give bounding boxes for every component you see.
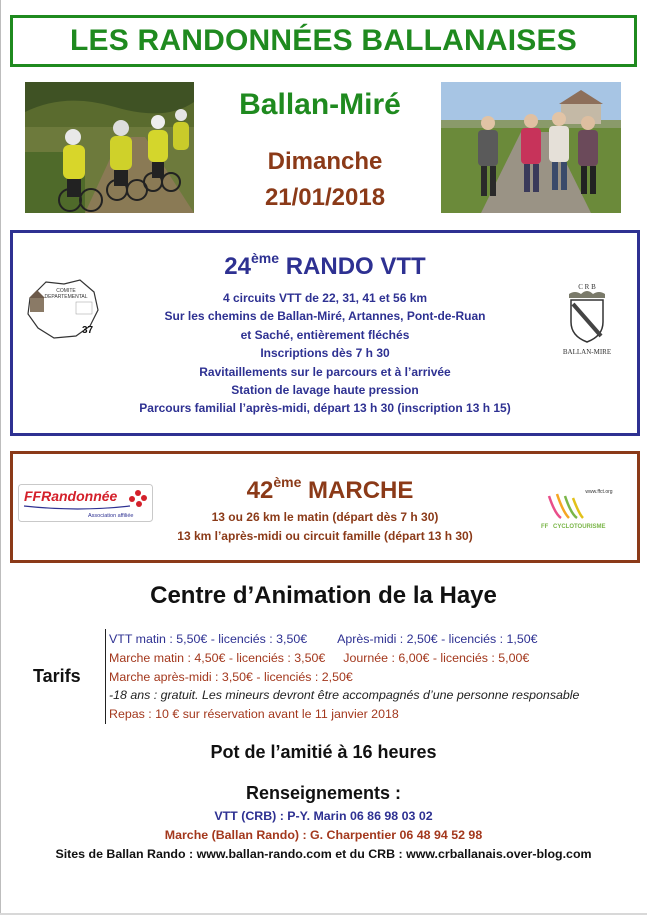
crb-logo-letters: C R B xyxy=(578,283,596,291)
tarif-row-vtt xyxy=(109,630,644,649)
comite-logo-number: 37 xyxy=(82,325,94,336)
vtt-detail-line: Sur les chemins de Ballan-Miré, Artannes, Pont-de-Ruan xyxy=(164,309,486,324)
marche-heading-text: MARCHE xyxy=(308,477,414,504)
websites-line: Sites de Ballan Rando : www.ballan-rando.com et du CRB : www.crballanais.over-blog.com xyxy=(55,847,592,861)
comite-logo-line1: COMITE xyxy=(56,288,76,294)
event-date: 21/01/2018 xyxy=(264,184,386,211)
contact-marche: Marche (Ballan Rando) : G. Charpentier 06 48 94 52 98 xyxy=(164,828,483,842)
tarif-marche-apres-midi: Marche après-midi : 3,50€ - licenciés : 2,50€ xyxy=(109,669,353,684)
vtt-edition-number: 24 xyxy=(224,253,251,280)
ffr-logo-tagline: Association affiliée xyxy=(88,513,134,519)
ffr-logo-name: FFRandonnée xyxy=(24,488,118,504)
vtt-edition-suffix: ème xyxy=(251,250,280,266)
ffct-logo-name: CYCLOTOURISME xyxy=(553,524,606,530)
crb-ballan-mire-logo xyxy=(555,280,620,356)
marche-detail-line: 13 km l’après-midi ou circuit famille (départ 13 h 30) xyxy=(177,528,473,543)
tarif-vtt-apres-midi: Après-midi : 2,50€ - licenciés : 1,50€ xyxy=(337,632,538,646)
page-edge-left xyxy=(0,0,1,915)
comite-departemental-logo xyxy=(24,278,102,340)
vtt-heading-text: RANDO VTT xyxy=(285,253,426,280)
ffct-logo-url: www.ffct.org xyxy=(585,489,613,495)
event-day: Dimanche xyxy=(267,148,383,175)
page-title: LES RANDONNÉES BALLANAISES xyxy=(70,24,577,57)
marche-edition-suffix: ème xyxy=(273,474,302,490)
vtt-detail-line: et Saché, entièrement fléchés xyxy=(240,327,410,342)
vtt-details xyxy=(100,289,550,418)
town-name: Ballan-Miré xyxy=(239,88,401,121)
ffrandonnee-logo xyxy=(18,484,153,522)
pot-amitie: Pot de l’amitié à 16 heures xyxy=(210,742,437,762)
ffct-logo-ff: FF xyxy=(541,524,549,530)
walkers-photo xyxy=(441,82,621,213)
crb-logo-caption: BALLAN-MIRE xyxy=(562,348,612,356)
renseignements-heading: Renseignements : xyxy=(245,783,402,803)
cyclists-photo xyxy=(25,82,194,213)
title-banner xyxy=(10,15,637,67)
tarifs-divider xyxy=(105,629,106,724)
tarifs-label: Tarifs xyxy=(33,666,81,686)
ffct-cyclotourisme-logo xyxy=(537,484,617,532)
vtt-detail-line: Station de lavage haute pression xyxy=(231,383,419,398)
vtt-detail-line: Inscriptions dès 7 h 30 xyxy=(260,346,390,361)
contact-vtt: VTT (CRB) : P-Y. Marin 06 86 98 03 02 xyxy=(214,809,433,823)
vtt-heading xyxy=(90,250,560,281)
comite-logo-line2: DEPARTEMENTAL xyxy=(44,294,88,300)
vtt-detail-line: Parcours familial l’après-midi, départ 13 h 30 (inscription 13 h 15) xyxy=(139,401,511,416)
vtt-detail-line: 4 circuits VTT de 22, 31, 41 et 56 km xyxy=(222,291,428,305)
marche-detail-line: 13 ou 26 km le matin (départ dès 7 h 30) xyxy=(211,510,439,524)
tarif-repas: Repas : 10 € sur réservation avant le 11 janvier 2018 xyxy=(109,707,399,722)
tarif-vtt-matin: VTT matin : 5,50€ - licenciés : 3,50€ xyxy=(109,632,308,646)
tarif-row-marche xyxy=(109,649,644,668)
marche-heading xyxy=(160,474,500,505)
tarif-marche-matin: Marche matin : 4,50€ - licenciés : 3,50€ xyxy=(109,650,326,665)
marche-edition-number: 42 xyxy=(246,477,274,504)
venue-heading: Centre d’Animation de la Haye xyxy=(150,582,497,609)
marche-details xyxy=(140,508,510,545)
tarifs-list xyxy=(109,630,644,724)
vtt-detail-line: Ravitaillements sur le parcours et à l’arrivée xyxy=(199,364,451,379)
tarif-journee: Journée : 6,00€ - licenciés : 5,00€ xyxy=(343,650,530,665)
tarif-mineurs: -18 ans : gratuit. Les mineurs devront être accompagnés d’une personne responsable xyxy=(109,688,580,703)
